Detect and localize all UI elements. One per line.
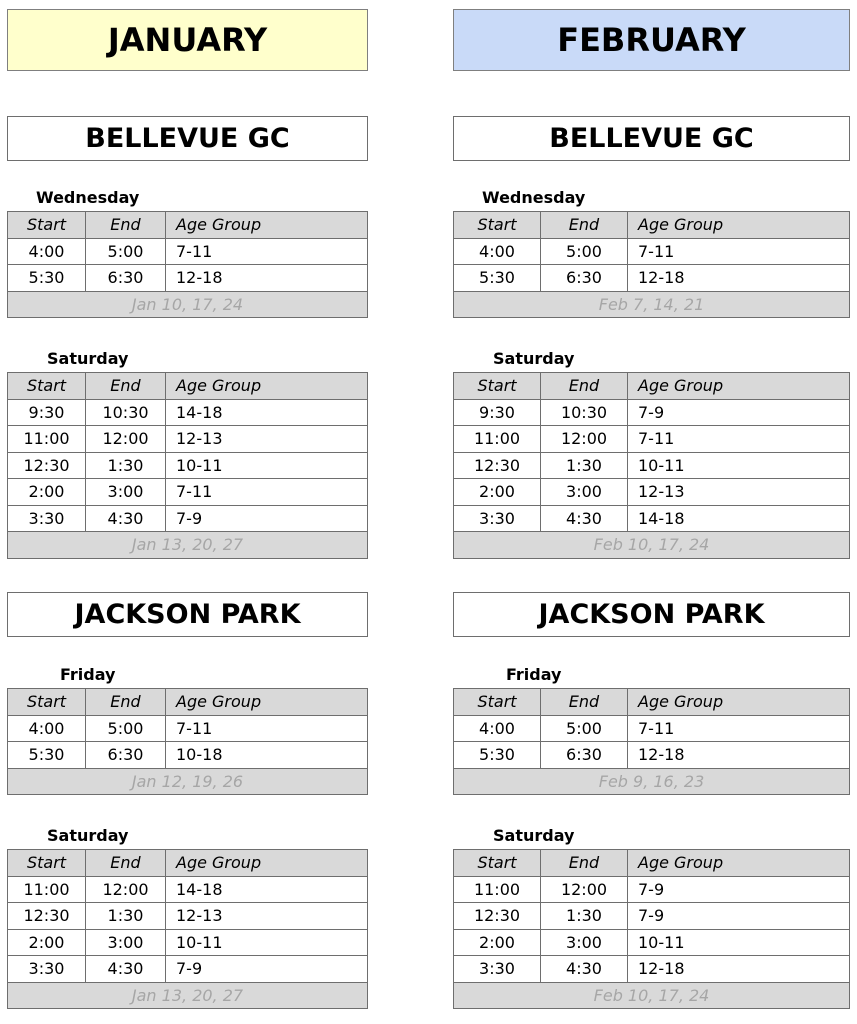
schedule-table — [7, 688, 368, 795]
dates-row — [454, 982, 850, 1009]
header-row — [8, 373, 368, 400]
schedule-table — [7, 849, 368, 1009]
day-label: Saturday — [47, 826, 129, 845]
header-age-group: Age Group — [166, 212, 368, 239]
dates-cell: Feb 9, 16, 23 — [454, 768, 850, 795]
table-row — [454, 715, 850, 742]
age-group-cell: 7-9 — [628, 399, 850, 426]
table-row — [8, 505, 368, 532]
day-label: Friday — [60, 665, 116, 684]
start-cell: 5:30 — [8, 265, 86, 292]
end-cell: 3:00 — [86, 479, 166, 506]
age-group-cell: 12-18 — [628, 265, 850, 292]
end-cell: 5:00 — [86, 238, 166, 265]
schedule-table — [453, 688, 850, 795]
end-cell: 5:00 — [86, 715, 166, 742]
header-row — [454, 689, 850, 716]
header-row — [454, 212, 850, 239]
age-group-cell: 10-11 — [166, 929, 368, 956]
table-row — [8, 715, 368, 742]
age-group-cell: 10-11 — [166, 452, 368, 479]
age-group-cell: 14-18 — [628, 505, 850, 532]
location-title: BELLEVUE GC — [453, 116, 850, 161]
end-cell: 1:30 — [86, 903, 166, 930]
start-cell: 5:30 — [8, 742, 86, 769]
header-start: Start — [454, 212, 541, 239]
age-group-cell: 7-11 — [628, 238, 850, 265]
header-end: End — [541, 850, 628, 877]
header-end: End — [86, 689, 166, 716]
age-group-cell: 7-11 — [166, 479, 368, 506]
start-cell: 9:30 — [8, 399, 86, 426]
table-row — [454, 452, 850, 479]
table-row — [8, 479, 368, 506]
month-title: JANUARY — [7, 9, 368, 71]
table-row — [454, 399, 850, 426]
table-row — [8, 876, 368, 903]
table-row — [454, 479, 850, 506]
end-cell: 4:30 — [541, 956, 628, 983]
end-cell: 12:00 — [541, 876, 628, 903]
age-group-cell: 7-9 — [628, 903, 850, 930]
start-cell: 4:00 — [8, 715, 86, 742]
start-cell: 12:30 — [8, 903, 86, 930]
schedule-table — [7, 211, 368, 318]
age-group-cell: 7-11 — [166, 238, 368, 265]
dates-row — [454, 532, 850, 559]
age-group-cell: 7-11 — [628, 426, 850, 453]
table-row — [454, 742, 850, 769]
start-cell: 12:30 — [454, 452, 541, 479]
age-group-cell: 7-9 — [628, 876, 850, 903]
schedule-table — [7, 372, 368, 559]
schedule-table — [453, 372, 850, 559]
age-group-cell: 12-18 — [166, 265, 368, 292]
header-age-group: Age Group — [628, 373, 850, 400]
table-row — [454, 929, 850, 956]
header-end: End — [541, 373, 628, 400]
start-cell: 12:30 — [454, 903, 541, 930]
schedule-table — [453, 849, 850, 1009]
end-cell: 6:30 — [86, 742, 166, 769]
table-row — [8, 399, 368, 426]
table-row — [454, 876, 850, 903]
dates-row — [454, 291, 850, 318]
age-group-cell: 12-13 — [628, 479, 850, 506]
header-row — [454, 850, 850, 877]
age-group-cell: 7-11 — [166, 715, 368, 742]
end-cell: 10:30 — [86, 399, 166, 426]
dates-cell: Feb 10, 17, 24 — [454, 982, 850, 1009]
start-cell: 3:30 — [8, 956, 86, 983]
dates-row — [8, 768, 368, 795]
day-label: Saturday — [47, 349, 129, 368]
day-label: Friday — [506, 665, 562, 684]
end-cell: 4:30 — [86, 505, 166, 532]
table-row — [8, 426, 368, 453]
age-group-cell: 10-18 — [166, 742, 368, 769]
header-end: End — [86, 373, 166, 400]
age-group-cell: 10-11 — [628, 452, 850, 479]
end-cell: 4:30 — [86, 956, 166, 983]
dates-cell: Jan 12, 19, 26 — [8, 768, 368, 795]
header-row — [454, 373, 850, 400]
start-cell: 11:00 — [454, 426, 541, 453]
header-start: Start — [8, 850, 86, 877]
start-cell: 5:30 — [454, 265, 541, 292]
start-cell: 5:30 — [454, 742, 541, 769]
dates-cell: Feb 7, 14, 21 — [454, 291, 850, 318]
age-group-cell: 14-18 — [166, 399, 368, 426]
day-label: Saturday — [493, 826, 575, 845]
dates-cell: Jan 13, 20, 27 — [8, 982, 368, 1009]
month-title: FEBRUARY — [453, 9, 850, 71]
start-cell: 11:00 — [8, 876, 86, 903]
header-age-group: Age Group — [166, 850, 368, 877]
dates-cell: Jan 13, 20, 27 — [8, 532, 368, 559]
start-cell: 3:30 — [454, 956, 541, 983]
age-group-cell: 14-18 — [166, 876, 368, 903]
header-start: Start — [454, 689, 541, 716]
age-group-cell: 12-13 — [166, 426, 368, 453]
table-row — [8, 903, 368, 930]
end-cell: 5:00 — [541, 238, 628, 265]
end-cell: 6:30 — [86, 265, 166, 292]
dates-row — [8, 291, 368, 318]
end-cell: 12:00 — [541, 426, 628, 453]
age-group-cell: 7-9 — [166, 505, 368, 532]
start-cell: 2:00 — [8, 479, 86, 506]
dates-cell: Jan 10, 17, 24 — [8, 291, 368, 318]
header-age-group: Age Group — [628, 689, 850, 716]
age-group-cell: 7-11 — [628, 715, 850, 742]
table-row — [454, 505, 850, 532]
header-end: End — [86, 212, 166, 239]
location-title: JACKSON PARK — [7, 592, 368, 637]
end-cell: 3:00 — [541, 929, 628, 956]
header-start: Start — [454, 373, 541, 400]
header-end: End — [86, 850, 166, 877]
age-group-cell: 12-18 — [628, 742, 850, 769]
start-cell: 11:00 — [8, 426, 86, 453]
location-title: JACKSON PARK — [453, 592, 850, 637]
start-cell: 11:00 — [454, 876, 541, 903]
table-row — [8, 452, 368, 479]
start-cell: 4:00 — [454, 715, 541, 742]
start-cell: 3:30 — [454, 505, 541, 532]
header-start: Start — [8, 689, 86, 716]
end-cell: 1:30 — [86, 452, 166, 479]
table-row — [454, 238, 850, 265]
start-cell: 3:30 — [8, 505, 86, 532]
location-title: BELLEVUE GC — [7, 116, 368, 161]
start-cell: 4:00 — [454, 238, 541, 265]
day-label: Saturday — [493, 349, 575, 368]
dates-row — [454, 768, 850, 795]
end-cell: 3:00 — [541, 479, 628, 506]
end-cell: 12:00 — [86, 876, 166, 903]
header-end: End — [541, 689, 628, 716]
day-label: Wednesday — [36, 188, 140, 207]
end-cell: 10:30 — [541, 399, 628, 426]
age-group-cell: 12-13 — [166, 903, 368, 930]
table-row — [8, 265, 368, 292]
table-row — [454, 956, 850, 983]
header-start: Start — [8, 212, 86, 239]
header-age-group: Age Group — [166, 373, 368, 400]
table-row — [454, 903, 850, 930]
end-cell: 6:30 — [541, 742, 628, 769]
dates-row — [8, 982, 368, 1009]
end-cell: 6:30 — [541, 265, 628, 292]
age-group-cell: 10-11 — [628, 929, 850, 956]
age-group-cell: 7-9 — [166, 956, 368, 983]
header-age-group: Age Group — [628, 212, 850, 239]
table-row — [8, 956, 368, 983]
dates-row — [8, 532, 368, 559]
end-cell: 12:00 — [86, 426, 166, 453]
header-end: End — [541, 212, 628, 239]
end-cell: 1:30 — [541, 452, 628, 479]
start-cell: 2:00 — [8, 929, 86, 956]
start-cell: 4:00 — [8, 238, 86, 265]
start-cell: 2:00 — [454, 929, 541, 956]
day-label: Wednesday — [482, 188, 586, 207]
end-cell: 4:30 — [541, 505, 628, 532]
header-start: Start — [454, 850, 541, 877]
end-cell: 3:00 — [86, 929, 166, 956]
header-age-group: Age Group — [628, 850, 850, 877]
table-row — [454, 426, 850, 453]
schedule-table — [453, 211, 850, 318]
end-cell: 5:00 — [541, 715, 628, 742]
table-row — [454, 265, 850, 292]
table-row — [8, 929, 368, 956]
table-row — [8, 742, 368, 769]
start-cell: 12:30 — [8, 452, 86, 479]
start-cell: 2:00 — [454, 479, 541, 506]
dates-cell: Feb 10, 17, 24 — [454, 532, 850, 559]
age-group-cell: 12-18 — [628, 956, 850, 983]
header-row — [8, 689, 368, 716]
header-age-group: Age Group — [166, 689, 368, 716]
end-cell: 1:30 — [541, 903, 628, 930]
header-row — [8, 850, 368, 877]
start-cell: 9:30 — [454, 399, 541, 426]
header-start: Start — [8, 373, 86, 400]
header-row — [8, 212, 368, 239]
table-row — [8, 238, 368, 265]
